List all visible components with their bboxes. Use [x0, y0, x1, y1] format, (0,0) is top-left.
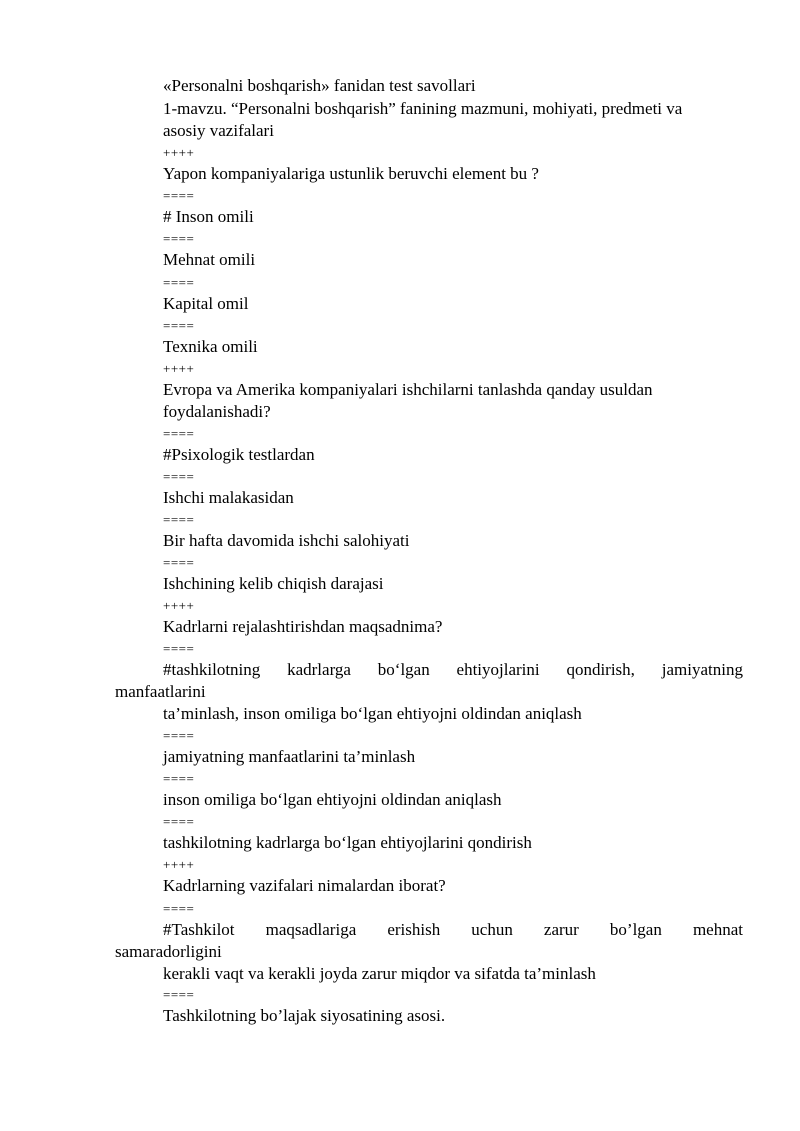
question-2-text-line-1: Evropa va Amerika kompaniyalari ishchilarni tanlashda qanday usuldan [163, 380, 653, 399]
question-3-answer-correct-line-2: manfaatlarini [115, 682, 206, 701]
word: kadrlarga [287, 660, 351, 679]
question-3-answer-3: inson omiliga bo‘lgan ehtiyojni oldindan aniqlash [163, 790, 502, 809]
word: qondirish, [566, 660, 635, 679]
answer-marker: ==== [163, 426, 195, 441]
question-1-answer-correct: # Inson omili [163, 207, 254, 226]
answer-marker: ==== [163, 814, 195, 829]
question-1-text: Yapon kompaniyalariga ustunlik beruvchi element bu ? [163, 164, 539, 183]
word: #tashkilotning [163, 660, 261, 679]
topic-heading-line-1: 1-mavzu. “Personalni boshqarish” fanining mazmuni, mohiyati, predmeti va [163, 99, 683, 118]
answer-marker: ==== [163, 901, 195, 916]
document-title: «Personalni boshqarish» fanidan test savollari [163, 76, 476, 95]
answer-marker: ==== [163, 469, 195, 484]
answer-marker: ==== [163, 512, 195, 527]
answer-marker: ==== [163, 987, 195, 1002]
question-1-answer-2: Mehnat omili [163, 250, 256, 269]
answer-marker: ==== [163, 318, 195, 333]
word: mehnat [692, 920, 743, 939]
question-marker: ++++ [163, 361, 195, 376]
question-2-answer-3: Bir hafta davomida ishchi salohiyati [163, 531, 410, 550]
question-marker: ++++ [163, 145, 195, 160]
answer-marker: ==== [163, 231, 195, 246]
answer-marker: ==== [163, 188, 195, 203]
answer-marker: ==== [163, 275, 195, 290]
word: erishish [387, 920, 441, 939]
word: bo‘lgan [377, 660, 430, 679]
question-2-answer-correct: #Psixologik testlardan [163, 445, 315, 464]
question-2-text-line-2: foydalanishadi? [163, 402, 271, 421]
question-1-answer-4: Texnika omili [163, 337, 258, 356]
word: #Tashkilot [163, 920, 235, 939]
question-3-text: Kadrlarni rejalashtirishdan maqsadnima? [163, 617, 443, 636]
question-2-answer-4: Ishchining kelib chiqish darajasi [163, 574, 384, 593]
word: bo’lgan [609, 920, 662, 939]
question-4-answer-2: Tashkilotning bo’lajak siyosatining asosi. [163, 1006, 446, 1025]
answer-marker: ==== [163, 641, 195, 656]
answer-marker: ==== [163, 728, 195, 743]
answer-marker: ==== [163, 771, 195, 786]
question-4-text: Kadrlarning vazifalari nimalardan iborat? [163, 876, 446, 895]
question-4-answer-correct-line-2: samaradorligini [115, 942, 222, 961]
word: uchun [471, 920, 513, 939]
question-marker: ++++ [163, 857, 195, 872]
topic-heading-line-2: asosiy vazifalari [163, 121, 274, 140]
word: jamiyatning [661, 660, 743, 679]
word: maqsadlariga [265, 920, 357, 939]
question-3-answer-correct-line-1 [163, 660, 743, 680]
answer-marker: ==== [163, 555, 195, 570]
question-4-answer-correct-line-1 [163, 920, 743, 940]
word: zarur [543, 920, 579, 939]
question-3-answer-2: jamiyatning manfaatlarini ta’minlash [163, 747, 416, 766]
question-2-answer-2: Ishchi malakasidan [163, 488, 294, 507]
word: ehtiyojlarini [456, 660, 540, 679]
question-3-answer-4: tashkilotning kadrlarga bo‘lgan ehtiyojlarini qondirish [163, 833, 532, 852]
question-4-answer-correct-line-3: kerakli vaqt va kerakli joyda zarur miqdor va sifatda ta’minlash [163, 964, 596, 983]
question-1-answer-3: Kapital omil [163, 294, 249, 313]
question-3-answer-correct-line-3: ta’minlash, inson omiliga bo‘lgan ehtiyojni oldindan aniqlash [163, 704, 582, 723]
question-marker: ++++ [163, 598, 195, 613]
